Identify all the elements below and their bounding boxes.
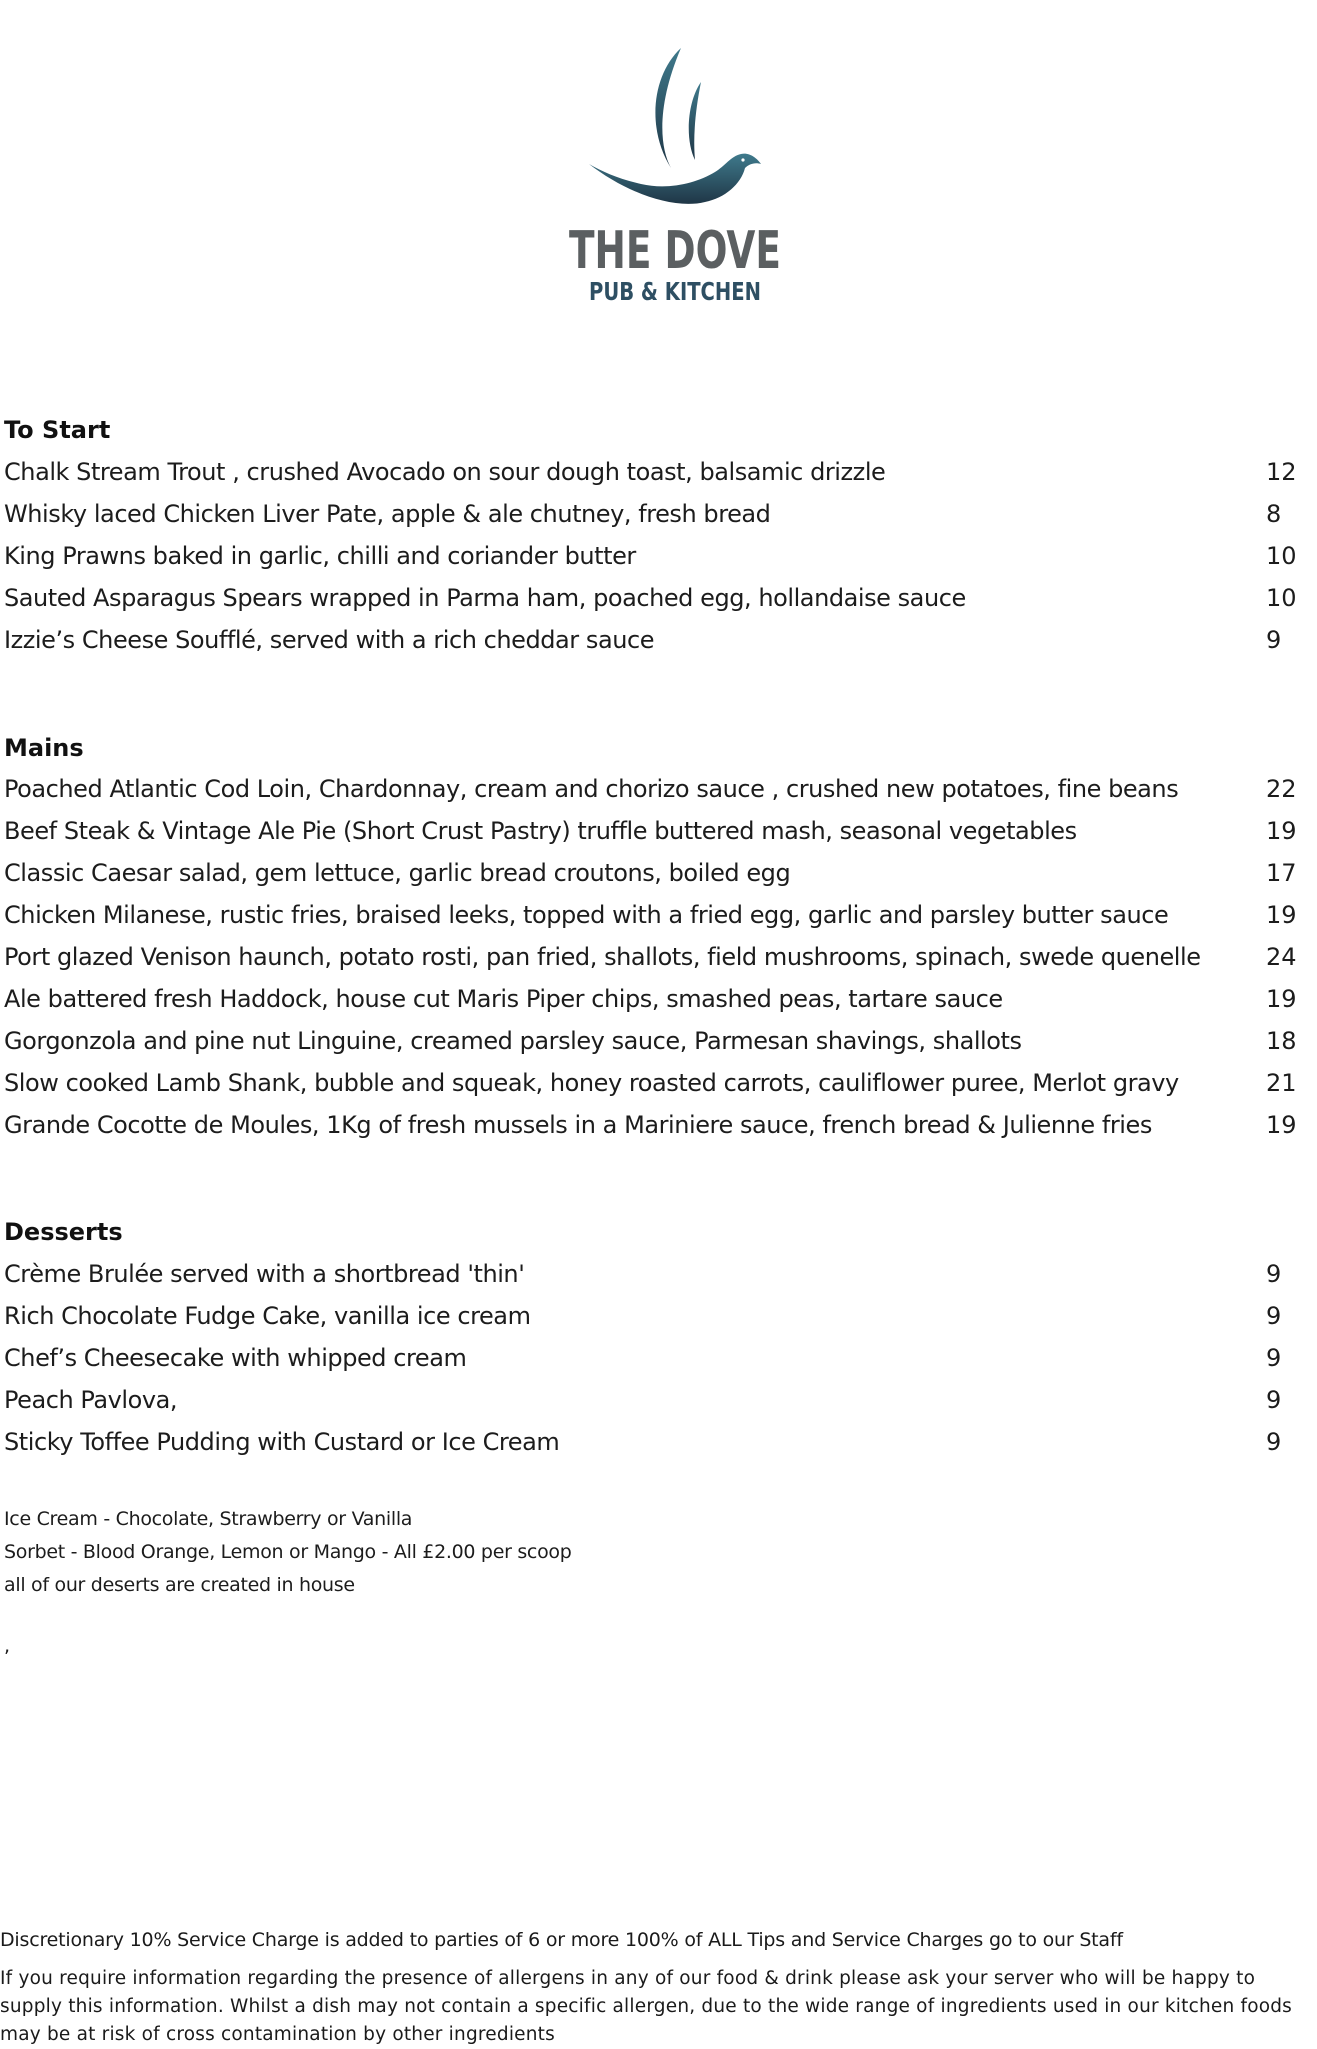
menu-item-description: Sticky Toffee Pudding with Custard or Ice Cream	[4, 1428, 560, 1456]
menu-item	[4, 1254, 1309, 1294]
ice-cream-note: Ice Cream - Chocolate, Strawberry or Vanilla	[4, 1508, 413, 1530]
menu-item-description: Izzie’s Cheese Soufflé, served with a rich cheddar sauce	[4, 626, 655, 654]
menu-item	[4, 452, 1309, 492]
menu-item	[4, 1422, 1309, 1462]
menu-item-description: Whisky laced Chicken Liver Pate, apple & ale chutney, fresh bread	[4, 500, 771, 528]
menu-item	[4, 1380, 1309, 1420]
menu-item	[4, 578, 1309, 618]
menu-item-description: Peach Pavlova,	[4, 1386, 178, 1414]
service-charge-note: Discretionary 10% Service Charge is added to parties of 6 or more 100% of ALL Tips and Service Charges go to our Staff	[0, 1929, 1123, 1951]
menu-item-description: Classic Caesar salad, gem lettuce, garlic bread croutons, boiled egg	[4, 859, 791, 887]
menu-item-price: 22	[1266, 775, 1297, 803]
menu-item-description: Poached Atlantic Cod Loin, Chardonnay, cream and chorizo sauce , crushed new potatoes, fine beans	[4, 775, 1179, 803]
brand-logo	[555, 42, 795, 312]
menu-item-price: 9	[1266, 1344, 1282, 1372]
menu-item	[4, 769, 1309, 809]
dove-icon	[655, 48, 681, 168]
menu-item-price: 9	[1266, 1386, 1282, 1414]
menu-item-price: 9	[1266, 1428, 1282, 1456]
menu-item	[4, 1063, 1309, 1103]
menu-item-description: Slow cooked Lamb Shank, bubble and squeak, honey roasted carrots, cauliflower puree, Merlot gravy	[4, 1069, 1179, 1097]
menu-item	[4, 620, 1309, 660]
menu-item-description: Ale battered fresh Haddock, house cut Maris Piper chips, smashed peas, tartare sauce	[4, 985, 1003, 1013]
menu-item	[4, 853, 1309, 893]
menu-item-description: Crème Brulée served with a shortbread 'thin'	[4, 1260, 525, 1288]
menu-item-price: 18	[1266, 1027, 1297, 1055]
menu-item-description: Rich Chocolate Fudge Cake, vanilla ice cream	[4, 1302, 531, 1330]
menu-item-description: Chef’s Cheesecake with whipped cream	[4, 1344, 467, 1372]
menu-item	[4, 1021, 1309, 1061]
menu-item	[4, 494, 1309, 534]
menu-item-price: 9	[1266, 626, 1282, 654]
stray-comma: ,	[4, 1635, 10, 1657]
brand-tagline: PUB & KITCHEN	[589, 277, 761, 306]
sorbet-note: Sorbet - Blood Orange, Lemon or Mango - All £2.00 per scoop	[4, 1541, 572, 1563]
menu-item	[4, 536, 1309, 576]
menu-item-description: Beef Steak & Vintage Ale Pie (Short Crust Pastry) truffle buttered mash, seasonal vegetables	[4, 817, 1077, 845]
menu-item-price: 9	[1266, 1302, 1282, 1330]
menu-item-price: 12	[1266, 458, 1297, 486]
menu-item	[4, 1338, 1309, 1378]
menu-item-price: 21	[1266, 1069, 1297, 1097]
brand-name: THE DOVE	[569, 221, 781, 281]
menu-item	[4, 979, 1309, 1019]
menu-item-description: King Prawns baked in garlic, chilli and coriander butter	[4, 542, 636, 570]
section-title-desserts: Desserts	[4, 1218, 123, 1246]
menu-item	[4, 811, 1309, 851]
section-title-starters: To Start	[4, 416, 111, 444]
menu-item-price: 24	[1266, 943, 1297, 971]
dove-logo-graphic	[555, 42, 795, 312]
menu-item	[4, 937, 1309, 977]
section-title-mains: Mains	[4, 734, 84, 762]
menu-item-description: Port glazed Venison haunch, potato rosti, pan fried, shallots, field mushrooms, spinach, swede quenelle	[4, 943, 1201, 971]
menu-item-price: 19	[1266, 985, 1297, 1013]
menu-item-price: 10	[1266, 542, 1297, 570]
allergen-notice: If you require information regarding the presence of allergens in any of our food & drink please ask your server who will be happy to supply this information. Whilst a dish may not contain a specific allergen, due to the wide range of ingredients used in our kitchen foods may be at risk of cross contamination by other ingredients	[0, 1968, 1293, 2045]
menu-item-price: 8	[1266, 500, 1282, 528]
menu-item-description: Gorgonzola and pine nut Linguine, creamed parsley sauce, Parmesan shavings, shallots	[4, 1027, 1022, 1055]
menu-item-price: 19	[1266, 901, 1297, 929]
in-house-note: all of our deserts are created in house	[4, 1574, 355, 1596]
menu-item-price: 9	[1266, 1260, 1282, 1288]
menu-item-description: Chalk Stream Trout , crushed Avocado on sour dough toast, balsamic drizzle	[4, 458, 886, 486]
menu-item-price: 10	[1266, 584, 1297, 612]
menu-item-price: 17	[1266, 859, 1297, 887]
menu-item	[4, 1296, 1309, 1336]
menu-item-description: Chicken Milanese, rustic fries, braised leeks, topped with a fried egg, garlic and parsley butter sauce	[4, 901, 1169, 929]
menu-item	[4, 1105, 1309, 1145]
menu-item-price: 19	[1266, 1111, 1297, 1139]
menu-item-description: Grande Cocotte de Moules, 1Kg of fresh mussels in a Mariniere sauce, french bread & Julienne fries	[4, 1111, 1152, 1139]
menu-item	[4, 895, 1309, 935]
menu-item-description: Sauted Asparagus Spears wrapped in Parma ham, poached egg, hollandaise sauce	[4, 584, 966, 612]
menu-item-price: 19	[1266, 817, 1297, 845]
